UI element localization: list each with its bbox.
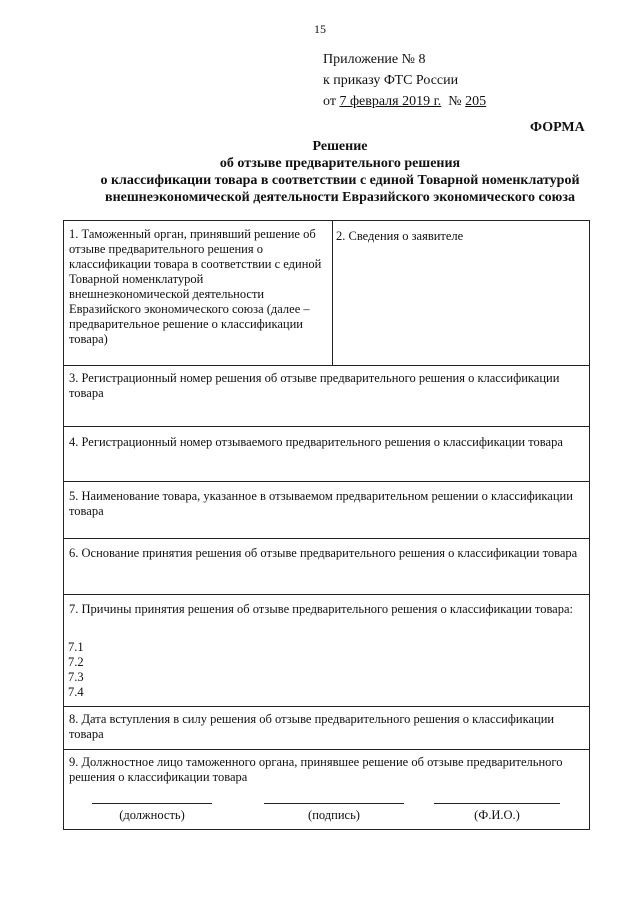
field-5-label: 5. Наименование товара, указанное в отзываемом предварительном решении о классификации товара (69, 489, 573, 518)
signature-caption: (подпись) (308, 808, 360, 822)
field-5-cell[interactable] (64, 481, 589, 539)
field-1-cell[interactable] (64, 221, 333, 365)
form-table (63, 220, 590, 830)
field-6-cell[interactable] (64, 538, 589, 595)
appendix-date-prefix: от (323, 94, 340, 109)
name-signature-line[interactable] (434, 803, 560, 804)
field-2-label: 2. Сведения о заявителе (336, 229, 464, 243)
field-1-label: 1. Таможенный орган, принявший решение об отзыве предварительного решения о классификации товара в соответствии с единой Товарной номенклатурой внешнеэкономической деятельности Евразийского экономического союза (далее – предварительное решение о классификации товара) (69, 227, 322, 346)
field-4-cell[interactable] (64, 426, 589, 482)
field-7-item: 7.2 (68, 655, 84, 669)
title-line-3: о классификации товара в соответствии с единой Товарной номенклатурой (100, 173, 580, 188)
appendix-date: 7 февраля 2019 г. (339, 94, 442, 109)
title-line-2: об отзыве предварительного решения (219, 156, 461, 171)
position-signature-line[interactable] (92, 803, 212, 804)
name-caption: (Ф.И.О.) (474, 808, 520, 822)
form-label: ФОРМА (530, 120, 585, 135)
field-7-label: 7. Причины принятия решения об отзыве предварительного решения о классификации товара: (69, 602, 573, 616)
title-line-1: Решение (312, 139, 368, 154)
field-7-item: 7.3 (68, 670, 84, 684)
field-7-item: 7.1 (68, 640, 84, 654)
signature-line[interactable] (264, 803, 404, 804)
appendix-number: 205 (465, 94, 487, 109)
appendix-line-3 (323, 93, 517, 110)
field-3-cell[interactable] (64, 365, 589, 434)
appendix-line-1: Приложение № 8 (323, 52, 426, 67)
field-8-label: 8. Дата вступления в силу решения об отзыве предварительного решения о классификации товара (69, 712, 555, 741)
appendix-number-prefix: № (448, 94, 466, 109)
position-caption: (должность) (119, 808, 185, 822)
field-7-item: 7.4 (68, 685, 84, 699)
page-number: 15 (314, 22, 326, 36)
field-9-label: 9. Должностное лицо таможенного органа, принявшее решение об отзыве предварительного решения о классификации товара (69, 755, 563, 784)
field-4-label: 4. Регистрационный номер отзываемого предварительного решения о классификации товара (69, 435, 563, 449)
field-6-label: 6. Основание принятия решения об отзыве предварительного решения о классификации товара (69, 546, 578, 560)
field-7-cell[interactable] (64, 594, 589, 710)
field-8-cell[interactable] (64, 706, 589, 750)
appendix-line-2: к приказу ФТС России (323, 73, 459, 88)
field-3-label: 3. Регистрационный номер решения об отзыве предварительного решения о классификации товара (69, 371, 560, 400)
title-line-4: внешнеэкономической деятельности Евразийского экономического союза (105, 190, 575, 205)
